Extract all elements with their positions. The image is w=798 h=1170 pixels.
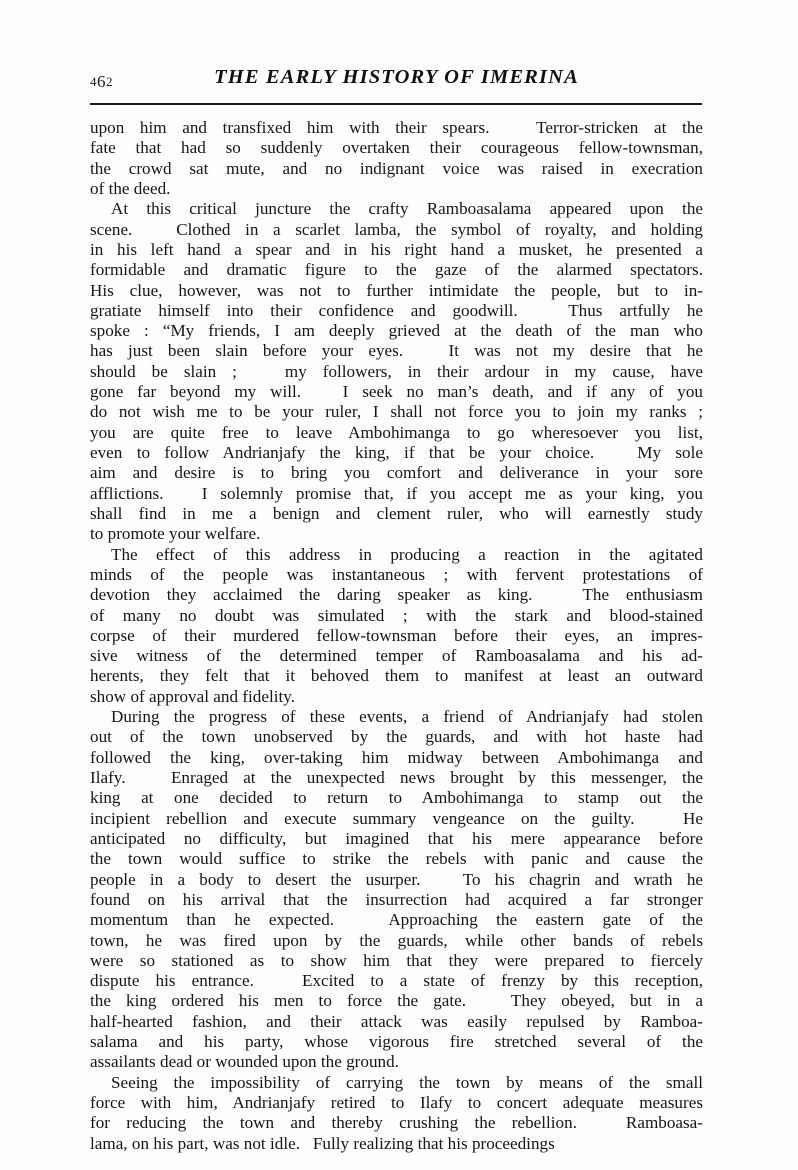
text-line: minds of the people was instantaneous ; with fervent protestations of [90, 564, 703, 584]
text-line: devotion they acclaimed the daring speaker as king. The enthusiasm [90, 585, 703, 605]
text-line: afflictions. I solemnly promise that, if you accept me as your king, you [90, 483, 703, 503]
text-line: The effect of this address in producing a reaction in the agitated [111, 544, 703, 564]
text-line: gratiate himself into their confidence and goodwill. Thus artfully he [90, 300, 703, 320]
paragraph-5 [90, 1073, 703, 1154]
text-line: in his left hand a spear and in his right hand a musket, he presented a [90, 239, 703, 259]
text-line: corpse of their murdered fellow-townsman before their eyes, an impres- [90, 625, 703, 645]
page-folio-number: 462 [90, 72, 113, 91]
header-divider-rule [90, 103, 702, 105]
text-line: gone far beyond my will. I seek no man’s death, and if any of you [90, 382, 703, 402]
running-head [90, 66, 703, 96]
text-line: found on his arrival that the insurrection had acquired a far stronger [90, 889, 703, 909]
text-line: shall find in me a benign and clement ruler, who will earnestly study [90, 503, 703, 523]
paragraph-2 [90, 199, 703, 544]
running-head-title: THE EARLY HISTORY OF IMERINA [214, 66, 579, 88]
body-text-block [90, 118, 703, 1154]
text-line: momentum than he expected. Approaching the eastern gate of the [90, 910, 703, 930]
text-line: followed the king, over-taking him midway between Ambohimanga and [90, 747, 703, 767]
paragraph-3 [90, 545, 703, 708]
text-line: has just been slain before your eyes. It was not my desire that he [90, 341, 703, 361]
paragraph-1 [90, 118, 703, 199]
text-line: dispute his entrance. Excited to a state of frenzy by this reception, [90, 971, 703, 991]
text-line: spoke : “My friends, I am deeply grieved at the death of the man who [90, 321, 703, 341]
text-line: formidable and dramatic figure to the gaze of the alarmed spectators. [90, 260, 703, 280]
text-line: half-hearted fashion, and their attack was easily repulsed by Ramboa- [90, 1011, 703, 1031]
text-line: you are quite free to leave Ambohimanga to go wheresoever you list, [90, 422, 703, 442]
text-line: salama and his party, whose vigorous fire stretched several of the [90, 1032, 703, 1052]
text-line: out of the town unobserved by the guards, and with hot haste had [90, 727, 703, 747]
text-line: town, he was fired upon by the guards, while other bands of rebels [90, 930, 703, 950]
text-line: people in a body to desert the usurper. To his chagrin and wrath he [90, 869, 703, 889]
text-line: assailants dead or wounded upon the ground. [90, 1052, 399, 1072]
text-line: incipient rebellion and execute summary vengeance on the guilty. He [90, 808, 703, 828]
text-line: During the progress of these events, a friend of Andrianjafy had stolen [111, 707, 703, 727]
text-line: aim and desire is to bring you comfort and deliverance in your sore [90, 463, 703, 483]
text-line: do not wish me to be your ruler, I shall not force you to join my ranks ; [90, 402, 703, 422]
text-line: king at one decided to return to Ambohimanga to stamp out the [90, 788, 703, 808]
text-line: At this critical juncture the crafty Ramboasalama appeared upon the [111, 199, 703, 219]
text-line: Seeing the impossibility of carrying the town by means of the small [111, 1072, 703, 1092]
text-line: of many no doubt was simulated ; with the stark and blood-stained [90, 605, 703, 625]
text-line: the crowd sat mute, and no indignant voice was raised in execration [90, 158, 703, 178]
text-line: the town would suffice to strike the rebels with panic and cause the [90, 849, 703, 869]
text-line: were so stationed as to show him that they were prepared to fiercely [90, 950, 703, 970]
text-line: sive witness of the determined temper of Ramboasalama and his ad- [90, 646, 703, 666]
text-line: the king ordered his men to force the gate. They obeyed, but in a [90, 991, 703, 1011]
text-line: His clue, however, was not to further intimidate the people, but to in- [90, 280, 703, 300]
text-line: herents, they felt that it behoved them to manifest at least an outward [90, 666, 703, 686]
paragraph-4 [90, 707, 703, 1073]
text-line: should be slain ; my followers, in their ardour in my cause, have [90, 361, 703, 381]
text-line: show of approval and fidelity. [90, 686, 296, 706]
text-line: even to follow Andrianjafy the king, if that be your choice. My sole [90, 443, 703, 462]
text-line: for reducing the town and thereby crushing the rebellion. Ramboasa- [90, 1113, 703, 1133]
text-line: scene. Clothed in a scarlet lamba, the symbol of royalty, and holding [90, 219, 703, 239]
text-line: to promote your welfare. [90, 524, 261, 544]
text-line: fate that had so suddenly overtaken their courageous fellow-townsman, [90, 138, 703, 158]
text-line: force with him, Andrianjafy retired to Ilafy to concert adequate measures [90, 1093, 703, 1112]
text-line: anticipated no difficulty, but imagined that his mere appearance before [90, 828, 703, 848]
text-line: of the deed. [90, 178, 171, 198]
text-line: upon him and transfixed him with their spears. Terror-stricken at the [90, 118, 703, 137]
text-line: lama, on his part, was not idle. Fully realizing that his proceedings [90, 1133, 555, 1153]
text-line: Ilafy. Enraged at the unexpected news brought by this messenger, the [90, 768, 703, 787]
